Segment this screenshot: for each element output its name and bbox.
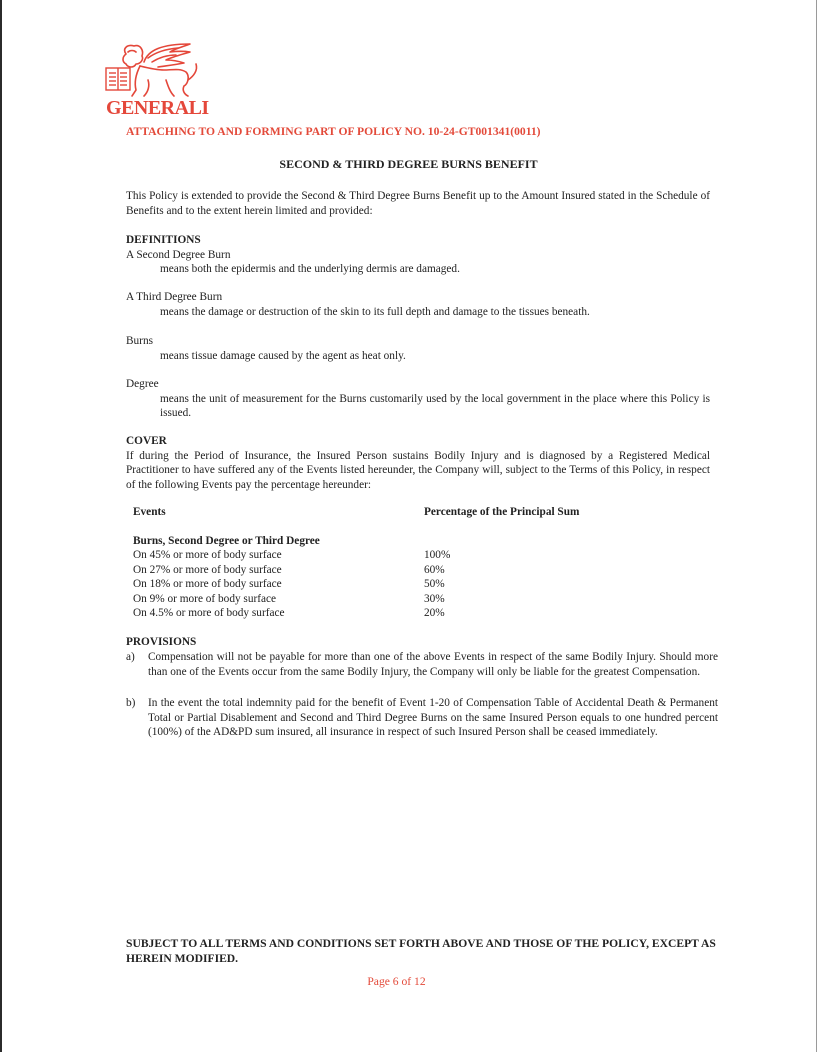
provision-text: Compensation will not be payable for more than one of the above Events in respect of the same Bodily Injury. Should more than one of the Events occur from the same Bodily Injury, the Company will only be liable for the greatest Compensation. <box>148 651 718 678</box>
table-cell-percentage: 30% <box>424 592 445 605</box>
definition-item <box>126 334 710 363</box>
table-header-percentage: Percentage of the Principal Sum <box>424 506 580 518</box>
table-cell-event: On 4.5% or more of body surface <box>133 607 285 619</box>
table-cell-percentage: 20% <box>424 607 445 619</box>
table-row <box>133 607 533 622</box>
table-cell-event: On 9% or more of body surface <box>133 592 277 605</box>
definition-meaning: means tissue damage caused by the agent as heat only. <box>160 349 406 362</box>
definition-meaning: means the unit of measurement for the Burns customarily used by the local government in the place where this Policy is issued. <box>160 392 710 420</box>
table-header-events: Events <box>133 506 166 518</box>
provision-marker: b) <box>126 697 136 709</box>
table-cell-event: On 18% or more of body surface <box>133 578 282 590</box>
table-cell-percentage: 50% <box>424 578 445 590</box>
table-group-heading: Burns, Second Degree or Third Degree <box>133 535 320 547</box>
definition-term: Degree <box>126 378 159 390</box>
table-row <box>133 593 533 608</box>
provisions-heading: PROVISIONS <box>126 636 197 648</box>
table-row <box>133 564 533 579</box>
subject-to-terms-note: SUBJECT TO ALL TERMS AND CONDITIONS SET FORTH ABOVE AND THOSE OF THE POLICY, EXCEPT AS HEREIN MODIFIED. <box>126 937 716 965</box>
definition-item <box>126 377 710 421</box>
cover-text: If during the Period of Insurance, the Insured Person sustains Bodily Injury and is diagnosed by a Registered Medical Practitioner to have suffered any of the Events listed hereunder, the Company will, subject to the Terms of this Policy, in respect of the following Events pay the percentage hereunder: <box>126 449 710 491</box>
definitions-section <box>126 233 710 277</box>
intro-paragraph: This Policy is extended to provide the Second & Third Degree Burns Benefit up to the Amount Insured stated in the Schedule of Benefits and to the extent herein limited and provided: <box>126 190 710 217</box>
table-row <box>133 549 533 564</box>
provision-text: In the event the total indemnity paid for the benefit of Event 1-20 of Compensation Table of Accidental Death & Permanent Total or Partial Disablement and Second and Third Degree Burns on the same Insured Person equals to one hundred percent (100%) of the AD&PD sum insured, all insurance in respect of such Insured Person shall be ceased immediately. <box>148 697 718 739</box>
table-cell-event: On 27% or more of body surface <box>133 563 282 576</box>
page-number: Page 6 of 12 <box>367 975 426 988</box>
table-row <box>133 578 533 593</box>
definition-term: A Second Degree Burn <box>126 248 231 261</box>
table-cell-percentage: 100% <box>424 549 451 561</box>
definition-item <box>126 290 710 319</box>
document-title: SECOND & THIRD DEGREE BURNS BENEFIT <box>279 157 538 171</box>
table-cell-event: On 45% or more of body surface <box>133 549 282 561</box>
definition-term: Burns <box>126 335 153 347</box>
provision-item <box>126 696 718 740</box>
definition-meaning: means the damage or destruction of the skin to its full depth and damage to the tissues beneath. <box>160 305 590 318</box>
definitions-heading: DEFINITIONS <box>126 234 201 246</box>
cover-heading: COVER <box>126 435 167 447</box>
cover-section <box>126 434 710 492</box>
table-cell-percentage: 60% <box>424 563 445 576</box>
provision-item <box>126 650 718 679</box>
policy-reference: ATTACHING TO AND FORMING PART OF POLICY NO. 10-24-GT001341(0011) <box>126 125 541 138</box>
generali-wordmark: GENERALI <box>106 97 209 119</box>
definition-term: A Third Degree Burn <box>126 291 223 303</box>
provision-marker: a) <box>126 651 135 663</box>
definition-meaning: means both the epidermis and the underlying dermis are damaged. <box>160 263 460 276</box>
